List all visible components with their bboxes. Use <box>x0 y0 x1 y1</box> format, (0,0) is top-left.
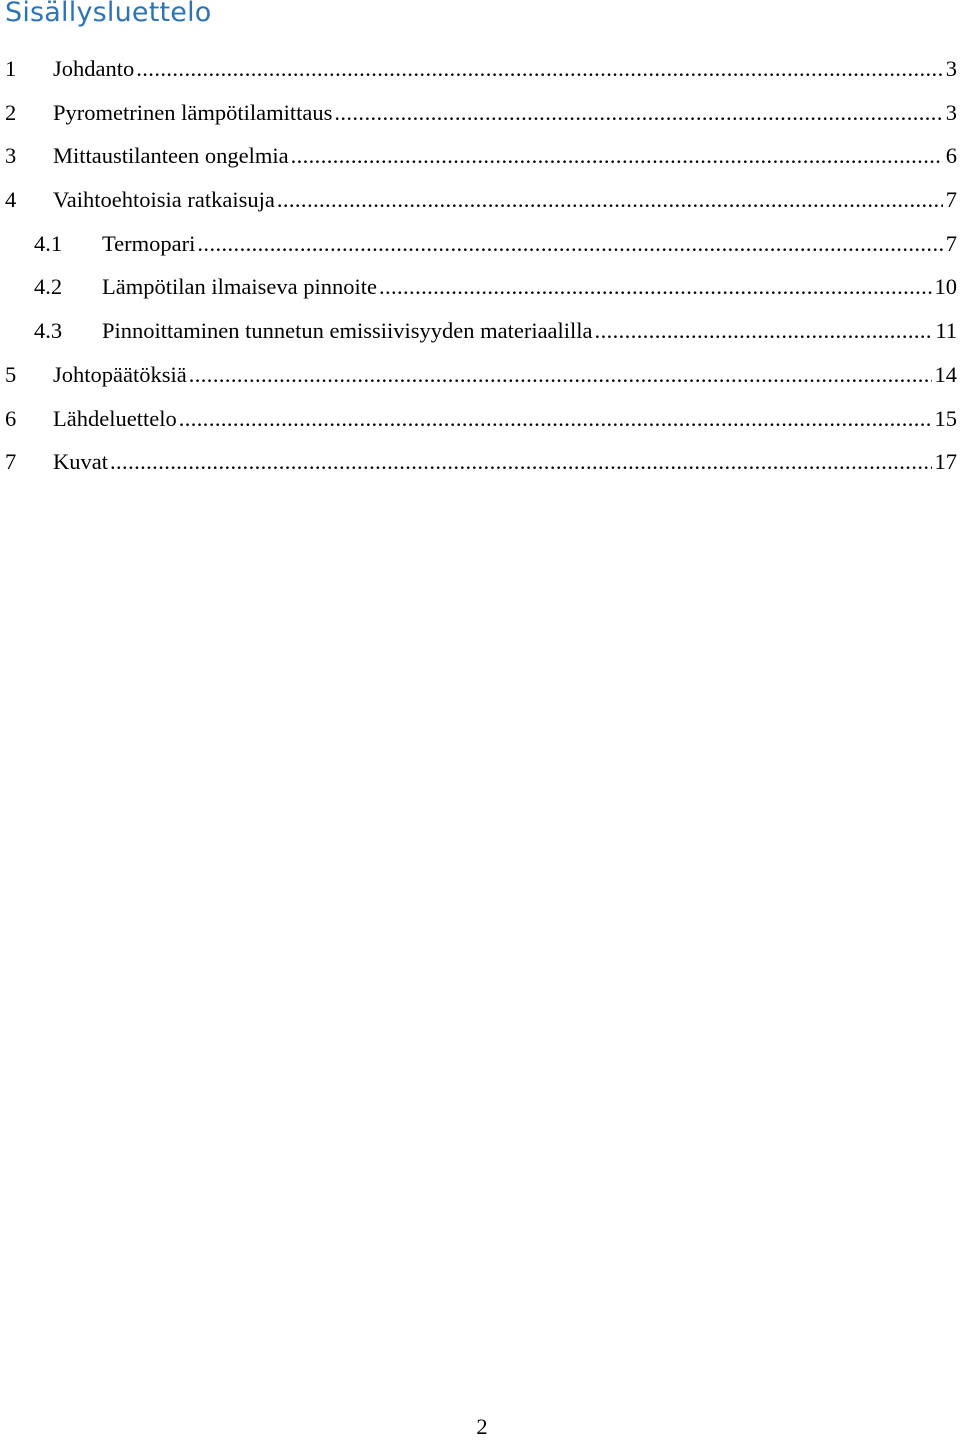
toc-entry-title[interactable]: Kuvat <box>53 449 108 475</box>
toc-entry-number: 5 <box>5 361 17 387</box>
toc-entry-title[interactable]: Lämpötilan ilmaiseva pinnoite <box>102 274 377 300</box>
toc-entry-page[interactable]: 3 <box>945 56 957 81</box>
toc-entry-2[interactable] <box>0 91 960 135</box>
toc-entry-4-2[interactable] <box>0 265 960 309</box>
toc-entry-title[interactable]: Johdanto <box>53 56 135 81</box>
toc-dot-leader <box>334 91 942 135</box>
toc-entry-title[interactable]: Pyrometrinen lämpötilamittaus <box>53 99 333 125</box>
toc-entry-page[interactable]: 7 <box>945 230 957 256</box>
toc-entry-page[interactable]: 3 <box>945 99 957 125</box>
toc-entry-page[interactable]: 6 <box>945 143 957 169</box>
toc-entry-number: 7 <box>5 449 17 475</box>
toc-entry-4-3[interactable] <box>0 309 960 353</box>
toc-entry-number: 3 <box>5 143 17 169</box>
page-number: 2 <box>476 1414 488 1439</box>
toc-dot-leader <box>595 309 933 353</box>
toc-entry-1[interactable] <box>0 47 960 91</box>
toc-entry-number: 4.3 <box>34 318 63 344</box>
toc-entry-number: 1 <box>5 56 17 81</box>
toc-entry-page[interactable]: 11 <box>935 318 957 344</box>
toc-entry-page[interactable]: 15 <box>934 405 957 431</box>
toc-dot-leader <box>179 397 932 441</box>
toc-entry-number: 6 <box>5 405 17 431</box>
toc-entry-page[interactable]: 7 <box>945 187 957 213</box>
toc-entry-number: 4.2 <box>34 274 63 300</box>
toc-entry-7[interactable] <box>0 440 960 484</box>
toc-entry-6[interactable] <box>0 397 960 441</box>
toc-dot-leader <box>189 353 932 397</box>
toc-entry-title[interactable]: Johtopäätöksiä <box>53 361 187 387</box>
toc-entry-number: 4.1 <box>34 230 63 256</box>
toc-heading: Sisällysluettelo <box>5 0 212 28</box>
toc-entry-number: 2 <box>5 99 17 125</box>
toc-dot-leader <box>197 222 942 266</box>
table-of-contents <box>0 47 960 484</box>
toc-dot-leader <box>379 265 932 309</box>
toc-dot-leader <box>136 47 943 91</box>
toc-entry-3[interactable] <box>0 134 960 178</box>
toc-entry-title[interactable]: Vaihtoehtoisia ratkaisuja <box>53 187 275 213</box>
toc-entry-page[interactable]: 17 <box>934 449 957 475</box>
toc-entry-title[interactable]: Pinnoittaminen tunnetun emissiivisyyden materiaalilla <box>102 318 593 344</box>
toc-entry-page[interactable]: 10 <box>934 274 957 300</box>
toc-entry-title[interactable]: Termopari <box>102 230 196 256</box>
toc-entry-4-1[interactable] <box>0 222 960 266</box>
toc-entry-4[interactable] <box>0 178 960 222</box>
toc-entry-number: 4 <box>5 187 17 213</box>
toc-entry-5[interactable] <box>0 353 960 397</box>
toc-dot-leader <box>291 134 943 178</box>
toc-entry-title[interactable]: Lähdeluettelo <box>53 405 177 431</box>
toc-dot-leader <box>110 440 932 484</box>
toc-entry-title[interactable]: Mittaustilanteen ongelmia <box>53 143 289 169</box>
toc-dot-leader <box>277 178 943 222</box>
toc-entry-page[interactable]: 14 <box>934 361 957 387</box>
